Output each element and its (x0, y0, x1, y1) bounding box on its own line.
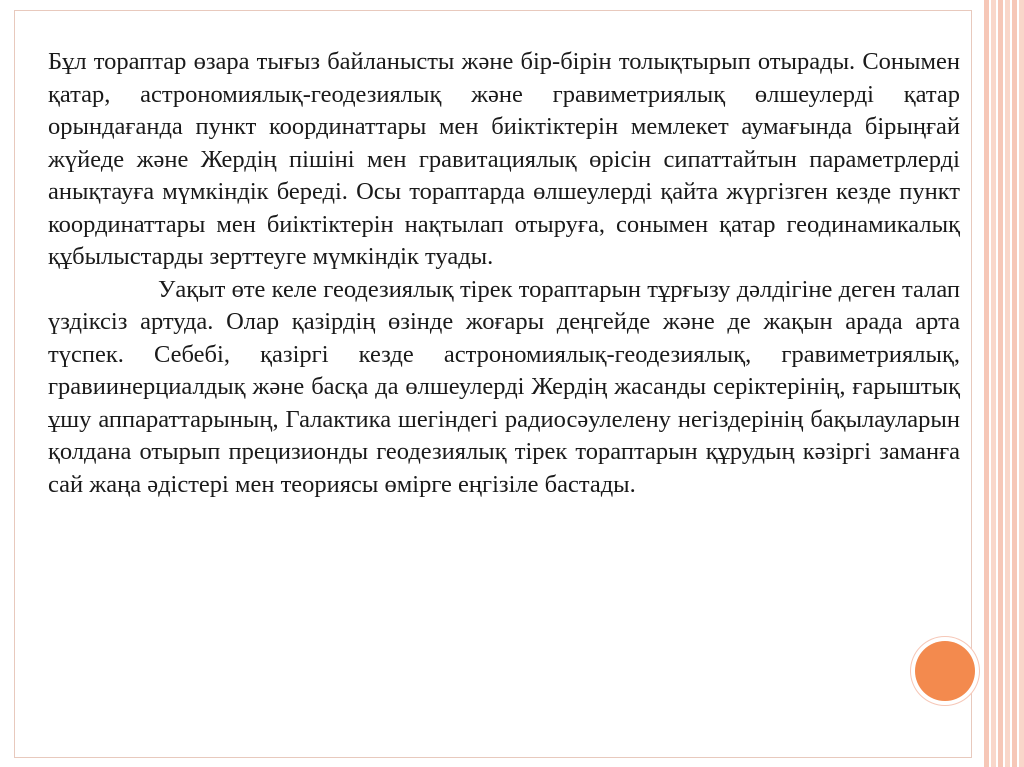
decorative-circle-icon (915, 641, 975, 701)
body-text (48, 46, 960, 501)
paragraph-2: Уақыт өте келе геодезиялық тірек тораптарын тұрғызу дәлдігіне деген талап үздіксіз артуда. Олар қазірдің өзінде жоғары деңгейде және де жақын арада арта түспек. Себебі, қазіргі кезде астрономиялық-геодезиялық, гравиметриялық, гравиинерциалдық және басқа да өлшеулерді Жердің жасанды серіктерінің, ғарыштық ұшу аппараттарының, Галактика шегіндегі радиосәулелену негіздерінің бақылауларын қолдана отырып прецизионды геодезиялық тірек тораптарын құрудың кәзіргі заманға сай жаңа әдістері мен теориясы өмірге еңгізіле бастады. (48, 275, 960, 498)
decorative-stripes (984, 0, 1024, 767)
paragraph-1: Бұл тораптар өзара тығыз байланысты және бір-бірін толықтырып отырады. Сонымен қатар, астрономиялық-геодезиялық және гравиметриялық өлшеулерді қатар орындағанда пункт координаттары мен биіктіктерін мемлекет аумағында бірыңғай жүйеде және Жердің пішіні мен гравитациялық өрісін сипаттайтын параметрлерді анықтауға мүмкіндік береді. Осы тораптарда өлшеулерді қайта жүргізген кезде пункт координаттары мен биіктіктерін нақтылап отыруға, сонымен қатар геодинамикалық құбылыстарды зерттеуге мүмкіндік туады. (48, 48, 960, 270)
